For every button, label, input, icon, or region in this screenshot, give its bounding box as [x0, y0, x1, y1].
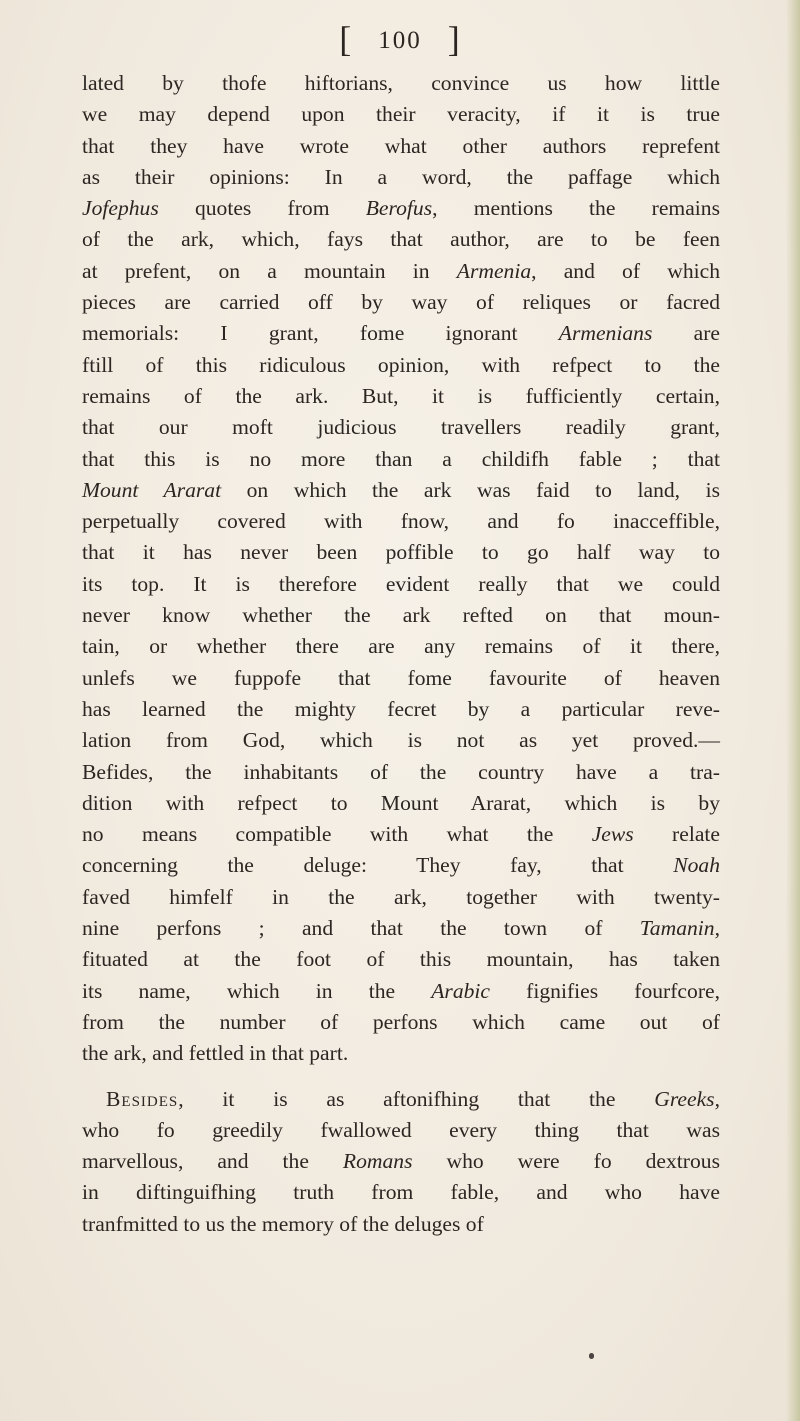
text-line	[82, 850, 720, 881]
italic-run: Noah	[673, 853, 720, 878]
text-line	[82, 475, 720, 506]
text-line	[82, 944, 720, 975]
italic-run: Greeks	[654, 1086, 715, 1111]
ink-speck	[589, 1353, 594, 1359]
text-run: concerning the deluge: They fay, that	[82, 853, 674, 878]
text-run: lation from God, which is not as yet proved.—	[82, 728, 720, 753]
text-line	[82, 193, 720, 224]
text-run: ,	[714, 1086, 720, 1111]
text-line	[82, 99, 720, 130]
text-line	[82, 1007, 720, 1038]
text-run: its name, which in the	[82, 978, 432, 1003]
text-run: relate	[633, 822, 720, 847]
text-run: in diftinguifhing truth from fable, and who have	[82, 1180, 720, 1205]
paragraph-gap	[82, 1070, 720, 1084]
text-line	[82, 444, 720, 475]
text-line	[82, 976, 720, 1007]
text-run: ftill of this ridiculous opinion, with refpect to the	[82, 352, 720, 377]
text-line	[82, 819, 720, 850]
text-line	[82, 1177, 720, 1208]
text-line	[82, 882, 720, 913]
text-run: from the number of perfons which came out of	[82, 1009, 720, 1034]
text-line	[82, 694, 720, 725]
page-header	[0, 18, 800, 60]
text-run: ,	[714, 916, 720, 941]
text-run: memorials: I grant, fome ignorant	[82, 321, 559, 346]
text-run: faved himfelf in the ark, together with twenty-	[82, 884, 720, 909]
header-bracket-open: [	[339, 19, 353, 59]
text-line	[82, 788, 720, 819]
text-run: tain, or whether there are any remains of it there,	[82, 634, 720, 659]
text-run: lated by thofe hiftorians, convince us how little	[82, 71, 720, 95]
text-line	[82, 68, 720, 99]
text-line	[82, 1209, 720, 1240]
text-run: that it has never been poffible to go half way to	[82, 540, 720, 565]
text-run: that they have wrote what other authors reprefent	[82, 133, 720, 158]
italic-run: Tamanin	[639, 916, 715, 941]
text-line	[82, 412, 720, 443]
italic-run: Mount Ararat	[82, 477, 222, 502]
text-run: dition with refpect to Mount Ararat, which is by	[82, 790, 720, 815]
text-run: pieces are carried off by way of reliques or facred	[82, 290, 720, 315]
italic-run: Jofephus	[82, 196, 159, 221]
paragraph	[82, 1084, 720, 1240]
page-edge-shadow	[786, 0, 800, 1421]
body-text	[82, 68, 720, 1240]
text-line	[82, 350, 720, 381]
italic-run: Berofus	[365, 196, 433, 221]
text-run: never know whether the ark refted on that moun-	[82, 603, 720, 628]
text-run: remains of the ark. But, it is fufficiently certain,	[82, 383, 720, 408]
text-run: that this is no more than a childifh fable ; that	[82, 446, 720, 471]
text-run: on which the ark was faid to land, is	[221, 477, 720, 502]
text-line	[82, 725, 720, 756]
italic-run: Armenians	[558, 321, 653, 346]
text-line	[82, 318, 720, 349]
text-run: that our moft judicious travellers readily grant,	[82, 415, 720, 440]
text-run: has learned the mighty fecret by a particular reve-	[82, 696, 720, 721]
italic-run: Arabic	[431, 978, 491, 1003]
italic-run: Armenia	[456, 258, 532, 283]
text-line	[82, 224, 720, 255]
text-run: at prefent, on a mountain in	[82, 258, 457, 283]
text-line	[82, 913, 720, 944]
text-line	[82, 600, 720, 631]
text-line	[82, 506, 720, 537]
header-bracket-close: ]	[447, 19, 461, 59]
text-line	[82, 162, 720, 193]
page-number: 100	[378, 27, 422, 54]
text-line	[82, 1084, 720, 1115]
text-run: its top. It is therefore evident really that we could	[82, 571, 720, 596]
text-line	[82, 569, 720, 600]
text-run: marvellous, and the	[82, 1149, 343, 1174]
text-line	[82, 1115, 720, 1146]
text-run: we may depend upon their veracity, if it is true	[82, 102, 720, 127]
text-run: quotes from	[158, 196, 366, 221]
text-line	[82, 381, 720, 412]
text-line	[82, 1038, 720, 1069]
text-run: , mentions the remains	[432, 196, 720, 221]
text-line	[82, 537, 720, 568]
text-run: no means compatible with what the	[82, 822, 592, 847]
text-run: as their opinions: In a word, the paffage which	[82, 164, 720, 189]
text-run: tranfmitted to us the memory of the deluges of	[82, 1211, 484, 1236]
text-run: are	[652, 321, 720, 346]
text-line	[82, 631, 720, 662]
text-run: unlefs we fuppofe that fome favourite of heaven	[82, 665, 720, 690]
text-line	[82, 287, 720, 318]
italic-run: Romans	[342, 1149, 413, 1174]
text-line	[82, 256, 720, 287]
small-caps-run: Besides	[106, 1086, 179, 1111]
text-run: who were fo dextrous	[412, 1149, 720, 1174]
text-run: fignifies fourfcore,	[490, 978, 720, 1003]
text-run: of the ark, which, fays that author, are to be feen	[82, 227, 720, 252]
text-line	[82, 1146, 720, 1177]
text-run: nine perfons ; and that the town of	[82, 916, 640, 941]
text-run: who fo greedily fwallowed every thing that was	[82, 1117, 720, 1142]
text-run: perpetually covered with fnow, and fo inacceffible,	[82, 509, 720, 534]
text-line	[82, 131, 720, 162]
text-run: fituated at the foot of this mountain, has taken	[82, 947, 720, 972]
italic-run: Jews	[591, 822, 634, 847]
text-run: , it is as aftonifhing that the	[178, 1086, 655, 1111]
text-line	[82, 757, 720, 788]
text-run: Befides, the inhabitants of the country have a tra-	[82, 759, 720, 784]
text-line	[82, 663, 720, 694]
text-run: the ark, and fettled in that part.	[82, 1041, 349, 1066]
paragraph	[82, 68, 720, 1070]
text-run: , and of which	[531, 258, 720, 283]
